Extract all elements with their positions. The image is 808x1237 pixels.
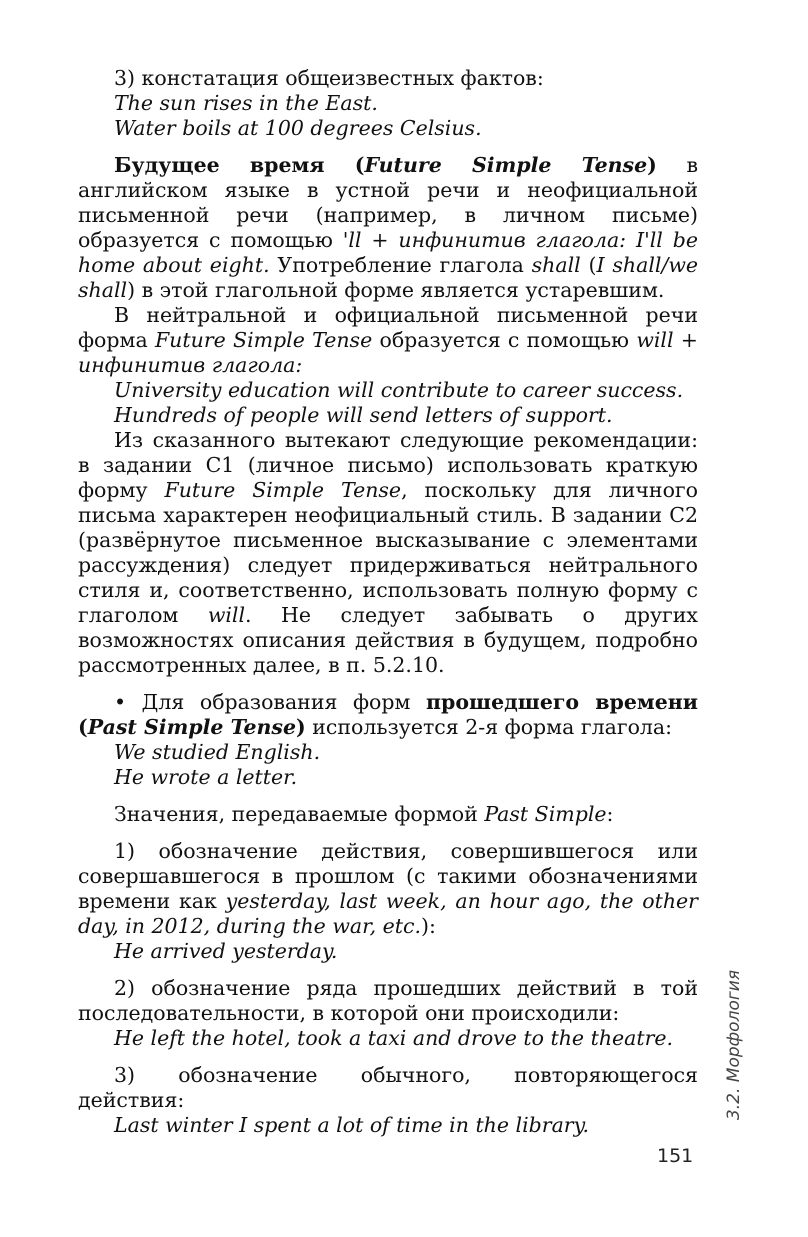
neutral-paragraph: В нейтральной и официальной письменной речи форма Future Simple Tense образуется с помощью will + инфинитив глагола: (78, 303, 698, 377)
past-term-en: Past Simple Tense (87, 715, 297, 739)
side-section-label (718, 965, 750, 1125)
page-body (78, 66, 698, 1138)
example-studied: We studied English. (114, 740, 321, 764)
example-hotel: He left the hotel, took a taxi and drove to the theatre. (114, 1026, 674, 1050)
example-arrived: He arrived yesterday. (114, 939, 338, 963)
past-paragraph: • Для образования форм прошедшего времени (Past Simple Tense) используется 2-я форма глагола: (78, 690, 698, 739)
example-sun: The sun rises in the East. (114, 91, 378, 115)
example-wrote: He wrote a letter. (114, 765, 298, 789)
meaning-2: 2) обозначение ряда прошедших действий в той последовательности, в которой они происходили: (78, 976, 698, 1025)
example-hundreds: Hundreds of people will send letters of support. (114, 403, 613, 427)
example-library: Last winter I spent a lot of time in the library. (114, 1113, 589, 1137)
meanings-heading: Значения, передаваемые формой Past Simple: (114, 802, 614, 826)
meaning-1: 1) обозначение действия, совершившегося или совершавшегося в прошлом (с такими обозначениями времени как yesterday, last week, an hour ago, the other day, in 2012, during the war, etc.): (78, 839, 698, 938)
past-term: прошедшего времени (426, 690, 698, 714)
future-term: Будущее время (114, 153, 325, 177)
example-water: Water boils at 100 degrees Celsius. (114, 116, 482, 140)
recommend-paragraph: Из сказанного вытекают следующие рекомендации: в задании С1 (личное письмо) использовать краткую форму Future Simple Tense, поскольку для личного письма характерен неофициальный стиль. В задании С2 (развёрнутое письменное высказывание с элементами рассуждения) следует придерживаться нейтрального стиля и, соответственно, использовать полную форму с глаголом will. Не следует забывать о других возможностях описания действия в будущем, подробно рассмотренных далее, в п. 5.2.10. (78, 428, 698, 677)
future-paragraph: Будущее время (Future Simple Tense) в английском языке в устной речи и неофициальной письменной речи (например, в личном письме) образуется с помощью 'll + инфинитив глагола: I'll be home about eight. Употребление глагола shall (I shall/we shall) в этой глагольной форме является устаревшим. (78, 153, 699, 302)
future-ll-example: 'll + инфинитив глагола: I'll be home about eight. (78, 228, 698, 277)
example-university: University education will contribute to career success. (114, 378, 684, 402)
section-title: 3.2. Морфология (724, 969, 744, 1121)
future-term-en: Future Simple Tense (364, 153, 648, 177)
page-number: 151 (657, 1145, 694, 1167)
facts-heading: 3) констатация общеизвестных фактов: (114, 66, 544, 90)
meaning-3: 3) обозначение обычного, повторяющегося действия: (78, 1063, 698, 1112)
